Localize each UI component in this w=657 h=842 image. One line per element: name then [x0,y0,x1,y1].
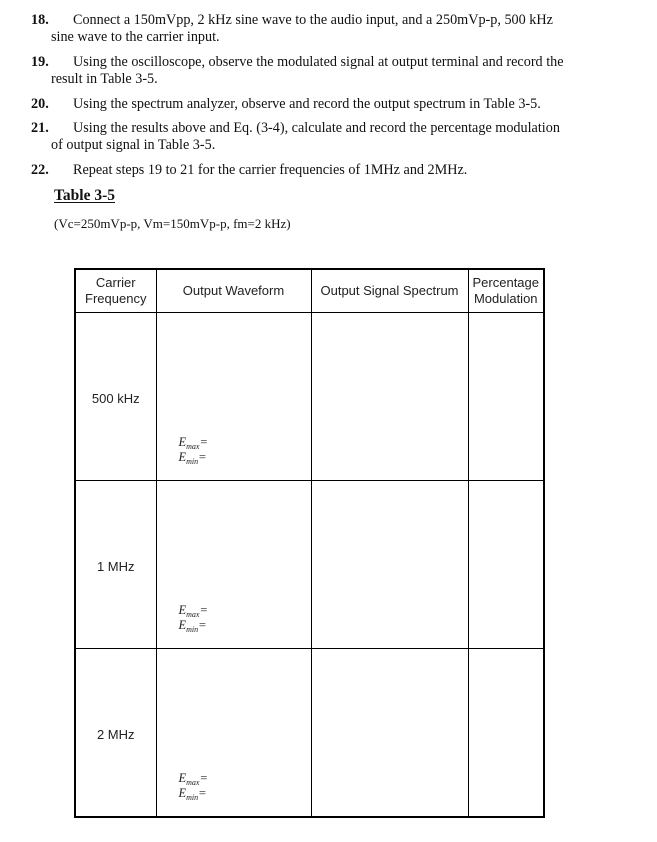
emin-label: $E_{min}=$ [178,450,207,466]
step-text-continued: result in Table 3-5. [51,71,158,87]
carrier-frequency-value: 2 MHz [96,727,135,742]
results-table [74,268,545,818]
output-waveform-cell[interactable] [156,649,311,818]
step-number: 19. [31,54,49,70]
table-title: Table 3-5 [54,187,116,204]
percentage-modulation-cell[interactable] [468,649,544,818]
header-output-waveform: Output Waveform [156,269,311,313]
step-number: 22. [31,162,49,178]
carrier-frequency-value: 500 kHz [91,391,140,406]
header-carrier-frequency: Carrier Frequency [75,269,156,313]
step-text: Repeat steps 19 to 21 for the carrier frequencies of 1MHz and 2MHz. [73,162,468,178]
step-number: 21. [31,120,49,136]
emax-label: $E_{max}=$ [178,435,208,451]
emin-label: $E_{min}=$ [178,786,207,802]
table-row [75,649,544,818]
carrier-frequency-value: 1 MHz [96,559,135,574]
emin-label: $E_{min}=$ [178,618,207,634]
carrier-frequency-cell [75,313,156,481]
step-number: 20. [31,96,49,112]
step-text: Using the oscilloscope, observe the modulated signal at output terminal and record the [73,54,564,70]
header-output-spectrum: Output Signal Spectrum [311,269,468,313]
carrier-frequency-cell [75,481,156,649]
step-21 [31,120,611,154]
step-text: Connect a 150mVpp, 2 kHz sine wave to the audio input, and a 250mVp-p, 500 kHz [73,12,553,28]
emax-label: $E_{max}=$ [178,603,208,619]
step-text-continued: of output signal in Table 3-5. [51,137,216,153]
table-parameters: (Vc=250mVp-p, Vm=150mVp-p, fm=2 kHz) [54,216,291,231]
emax-label: $E_{max}=$ [178,771,208,787]
output-waveform-cell[interactable] [156,313,311,481]
step-22 [31,162,611,179]
table-header-row [75,269,544,313]
step-20 [31,96,611,113]
percentage-modulation-cell[interactable] [468,481,544,649]
step-text: Using the results above and Eq. (3-4), calculate and record the percentage modulation [73,120,560,136]
step-text: Using the spectrum analyzer, observe and record the output spectrum in Table 3-5. [73,96,541,112]
output-spectrum-cell[interactable] [311,481,468,649]
step-text-continued: sine wave to the carrier input. [51,29,220,45]
output-spectrum-cell[interactable] [311,649,468,818]
output-spectrum-cell[interactable] [311,313,468,481]
output-waveform-cell[interactable] [156,481,311,649]
table-row [75,481,544,649]
step-number: 18. [31,12,49,28]
step-18 [31,12,611,46]
percentage-modulation-cell[interactable] [468,313,544,481]
header-percentage-modulation: Percentage Modulation [468,269,544,313]
carrier-frequency-cell [75,649,156,818]
step-19 [31,54,611,88]
table-row [75,313,544,481]
